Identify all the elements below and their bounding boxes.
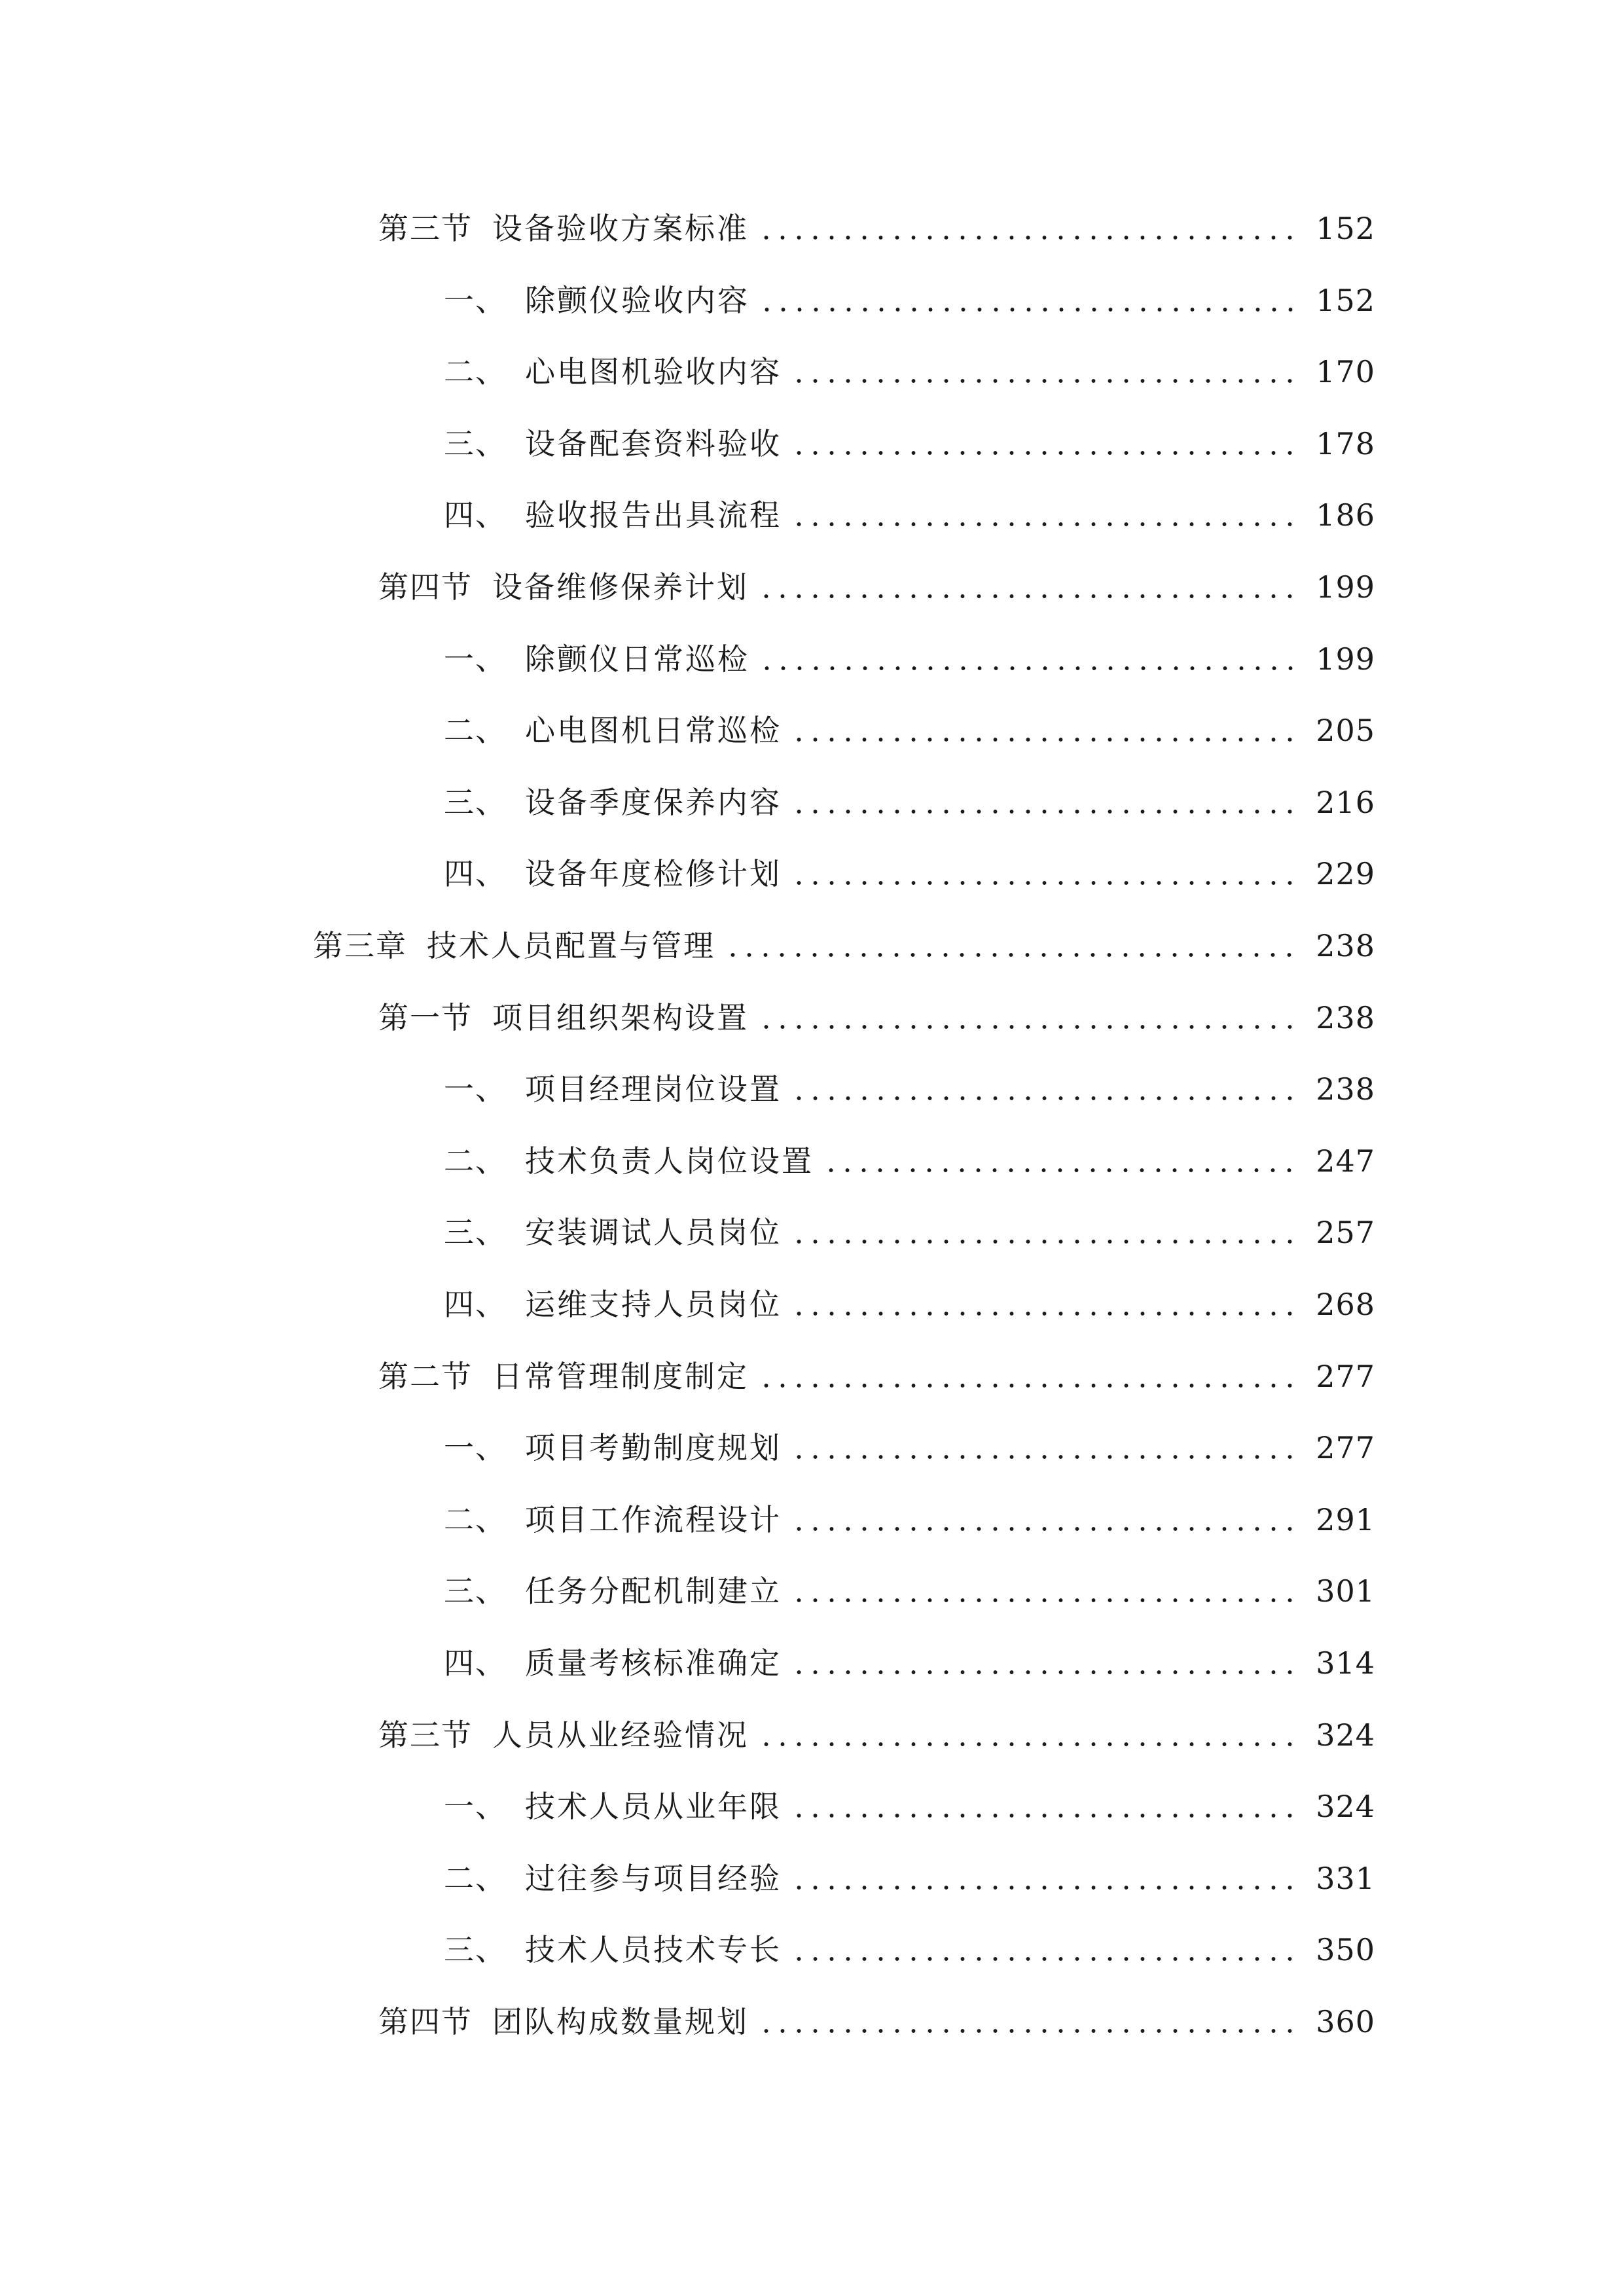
toc-dot-leader	[791, 450, 1301, 456]
toc-entry-title: 验收报告出具流程	[525, 497, 782, 533]
toc-entry-title: 设备年度检修计划	[525, 856, 782, 891]
toc-entry-title: 团队构成数量规划	[492, 2004, 749, 2039]
toc-entry-title: 技术负责人岗位设置	[525, 1143, 814, 1179]
toc-entry-title: 设备验收方案标准	[492, 211, 749, 246]
toc-entry-title: 日常管理制度制定	[492, 1359, 749, 1394]
toc-entry[interactable]	[444, 1568, 1375, 1614]
toc-entry-title: 过往参与项目经验	[525, 1861, 782, 1896]
toc-entry-page-number: 152	[1316, 283, 1375, 318]
toc-entry-number: 一、	[444, 283, 507, 318]
toc-entry-number: 四、	[444, 1287, 507, 1322]
toc-entry[interactable]	[444, 1640, 1375, 1686]
toc-entry-title: 安装调试人员岗位	[525, 1215, 782, 1250]
toc-entry[interactable]	[444, 1784, 1375, 1829]
toc-entry-page-number: 360	[1316, 2004, 1375, 2039]
toc-entry-number: 三、	[444, 1932, 507, 1967]
toc-entry-page-number: 277	[1316, 1359, 1375, 1394]
toc-entry-number: 三、	[444, 785, 507, 820]
toc-entry-title: 技术人员从业年限	[525, 1789, 782, 1824]
toc-entry[interactable]	[444, 1282, 1375, 1327]
toc-entry-page-number: 238	[1316, 928, 1375, 963]
toc-entry-number: 二、	[444, 713, 507, 748]
toc-dot-leader	[791, 880, 1301, 886]
toc-entry-page-number: 350	[1316, 1932, 1375, 1967]
toc-entry-page-number: 152	[1316, 211, 1375, 246]
toc-dot-leader	[791, 1956, 1301, 1962]
toc-entry-number: 第四节	[378, 569, 473, 605]
toc-entry[interactable]	[378, 206, 1375, 251]
toc-dot-leader	[791, 808, 1301, 815]
toc-entry-title: 项目考勤制度规划	[525, 1430, 782, 1465]
toc-entry[interactable]	[444, 780, 1375, 825]
toc-entry[interactable]	[378, 1712, 1375, 1758]
toc-entry-page-number: 268	[1316, 1287, 1375, 1322]
toc-entry-page-number: 324	[1316, 1789, 1375, 1824]
toc-entry-number: 一、	[444, 1789, 507, 1824]
toc-dot-leader	[758, 1024, 1301, 1030]
toc-entry-page-number: 186	[1316, 497, 1375, 533]
toc-entry-page-number: 199	[1316, 641, 1375, 677]
toc-entry[interactable]	[444, 492, 1375, 538]
toc-dot-leader	[791, 1095, 1301, 1102]
toc-entry-page-number: 178	[1316, 426, 1375, 461]
toc-dot-leader	[791, 1238, 1301, 1245]
toc-entry-number: 二、	[444, 1861, 507, 1896]
toc-dot-leader	[758, 1382, 1301, 1389]
toc-entry[interactable]	[444, 1066, 1375, 1112]
toc-entry-page-number: 205	[1316, 713, 1375, 748]
toc-dot-leader	[791, 1310, 1301, 1317]
toc-entry-title: 任务分配机制建立	[525, 1573, 782, 1609]
toc-dot-leader	[823, 1167, 1301, 1174]
toc-dot-leader	[758, 234, 1301, 241]
toc-entry[interactable]	[444, 636, 1375, 682]
toc-entry-number: 三、	[444, 1573, 507, 1609]
toc-entry-page-number: 229	[1316, 856, 1375, 891]
toc-entry-number: 四、	[444, 856, 507, 891]
toc-entry-number: 第三节	[378, 1717, 473, 1753]
toc-entry-title: 设备配套资料验收	[525, 426, 782, 461]
toc-entry-page-number: 257	[1316, 1215, 1375, 1250]
toc-dot-leader	[791, 1812, 1301, 1819]
toc-entry-number: 四、	[444, 1645, 507, 1681]
toc-entry-page-number: 314	[1316, 1645, 1375, 1681]
toc-entry-title: 除颤仪日常巡检	[525, 641, 749, 677]
toc-entry-title: 心电图机日常巡检	[525, 713, 782, 748]
toc-entry-page-number: 216	[1316, 785, 1375, 820]
toc-dot-leader	[758, 2028, 1301, 2034]
toc-entry[interactable]	[378, 564, 1375, 610]
toc-entry[interactable]	[444, 1927, 1375, 1973]
toc-entry-page-number: 301	[1316, 1573, 1375, 1609]
toc-entry-number: 第三章	[313, 928, 407, 963]
toc-entry-page-number: 291	[1316, 1502, 1375, 1537]
toc-entry[interactable]	[444, 278, 1375, 323]
toc-dot-leader	[791, 521, 1301, 528]
toc-entry-page-number: 170	[1316, 354, 1375, 389]
toc-entry[interactable]	[444, 708, 1375, 753]
toc-dot-leader	[791, 736, 1301, 743]
toc-entry-number: 第一节	[378, 1000, 473, 1035]
toc-entry-number: 二、	[444, 1502, 507, 1537]
toc-entry[interactable]	[378, 995, 1375, 1041]
toc-entry-number: 四、	[444, 497, 507, 533]
toc-dot-leader	[725, 952, 1301, 958]
toc-entry-title: 运维支持人员岗位	[525, 1287, 782, 1322]
toc-entry-number: 一、	[444, 1430, 507, 1465]
toc-dot-leader	[791, 1597, 1301, 1604]
toc-dot-leader	[791, 1884, 1301, 1891]
toc-entry[interactable]	[313, 923, 1375, 969]
toc-entry-page-number: 331	[1316, 1861, 1375, 1896]
toc-dot-leader	[759, 306, 1301, 313]
toc-entry-number: 二、	[444, 354, 507, 389]
toc-dot-leader	[791, 1454, 1301, 1460]
toc-entry-page-number: 199	[1316, 569, 1375, 605]
toc-entry[interactable]	[444, 1497, 1375, 1543]
toc-dot-leader	[791, 1669, 1301, 1676]
toc-entry-title: 心电图机验收内容	[525, 354, 782, 389]
toc-entry[interactable]	[378, 1999, 1375, 2045]
toc-entry-page-number: 247	[1316, 1143, 1375, 1179]
toc-entry-title: 人员从业经验情况	[492, 1717, 749, 1753]
toc-entry-title: 除颤仪验收内容	[525, 283, 749, 318]
toc-entry-page-number: 277	[1316, 1430, 1375, 1465]
toc-dot-leader	[758, 1741, 1301, 1748]
toc-entry-title: 设备季度保养内容	[525, 785, 782, 820]
toc-entry-page-number: 238	[1316, 1071, 1375, 1107]
toc-dot-leader	[758, 593, 1301, 600]
toc-entry-number: 二、	[444, 1143, 507, 1179]
toc-entry-number: 三、	[444, 1215, 507, 1250]
toc-entry-title: 项目工作流程设计	[525, 1502, 782, 1537]
toc-entry-number: 一、	[444, 641, 507, 677]
toc-entry-number: 第三节	[378, 211, 473, 246]
toc-entry-title: 质量考核标准确定	[525, 1645, 782, 1681]
toc-entry[interactable]	[444, 421, 1375, 467]
toc-entry-title: 项目组织架构设置	[492, 1000, 749, 1035]
toc-entry-page-number: 324	[1316, 1717, 1375, 1753]
toc-entry[interactable]	[444, 851, 1375, 897]
toc-entry-title: 技术人员配置与管理	[427, 928, 715, 963]
toc-dot-leader	[791, 1526, 1301, 1532]
toc-entry-number: 第四节	[378, 2004, 473, 2039]
toc-entry-title: 技术人员技术专长	[525, 1932, 782, 1967]
toc-dot-leader	[791, 378, 1301, 384]
toc-dot-leader	[759, 665, 1301, 672]
toc-entry[interactable]	[444, 349, 1375, 395]
toc-entry[interactable]	[444, 1425, 1375, 1471]
toc-entry-number: 第二节	[378, 1359, 473, 1394]
toc-entry[interactable]	[444, 1210, 1375, 1255]
toc-entry-title: 设备维修保养计划	[492, 569, 749, 605]
toc-entry[interactable]	[378, 1354, 1375, 1399]
toc-entry-page-number: 238	[1316, 1000, 1375, 1035]
toc-entry-number: 一、	[444, 1071, 507, 1107]
toc-entry[interactable]	[444, 1138, 1375, 1184]
toc-entry[interactable]	[444, 1856, 1375, 1901]
toc-entry-title: 项目经理岗位设置	[525, 1071, 782, 1107]
toc-entry-number: 三、	[444, 426, 507, 461]
